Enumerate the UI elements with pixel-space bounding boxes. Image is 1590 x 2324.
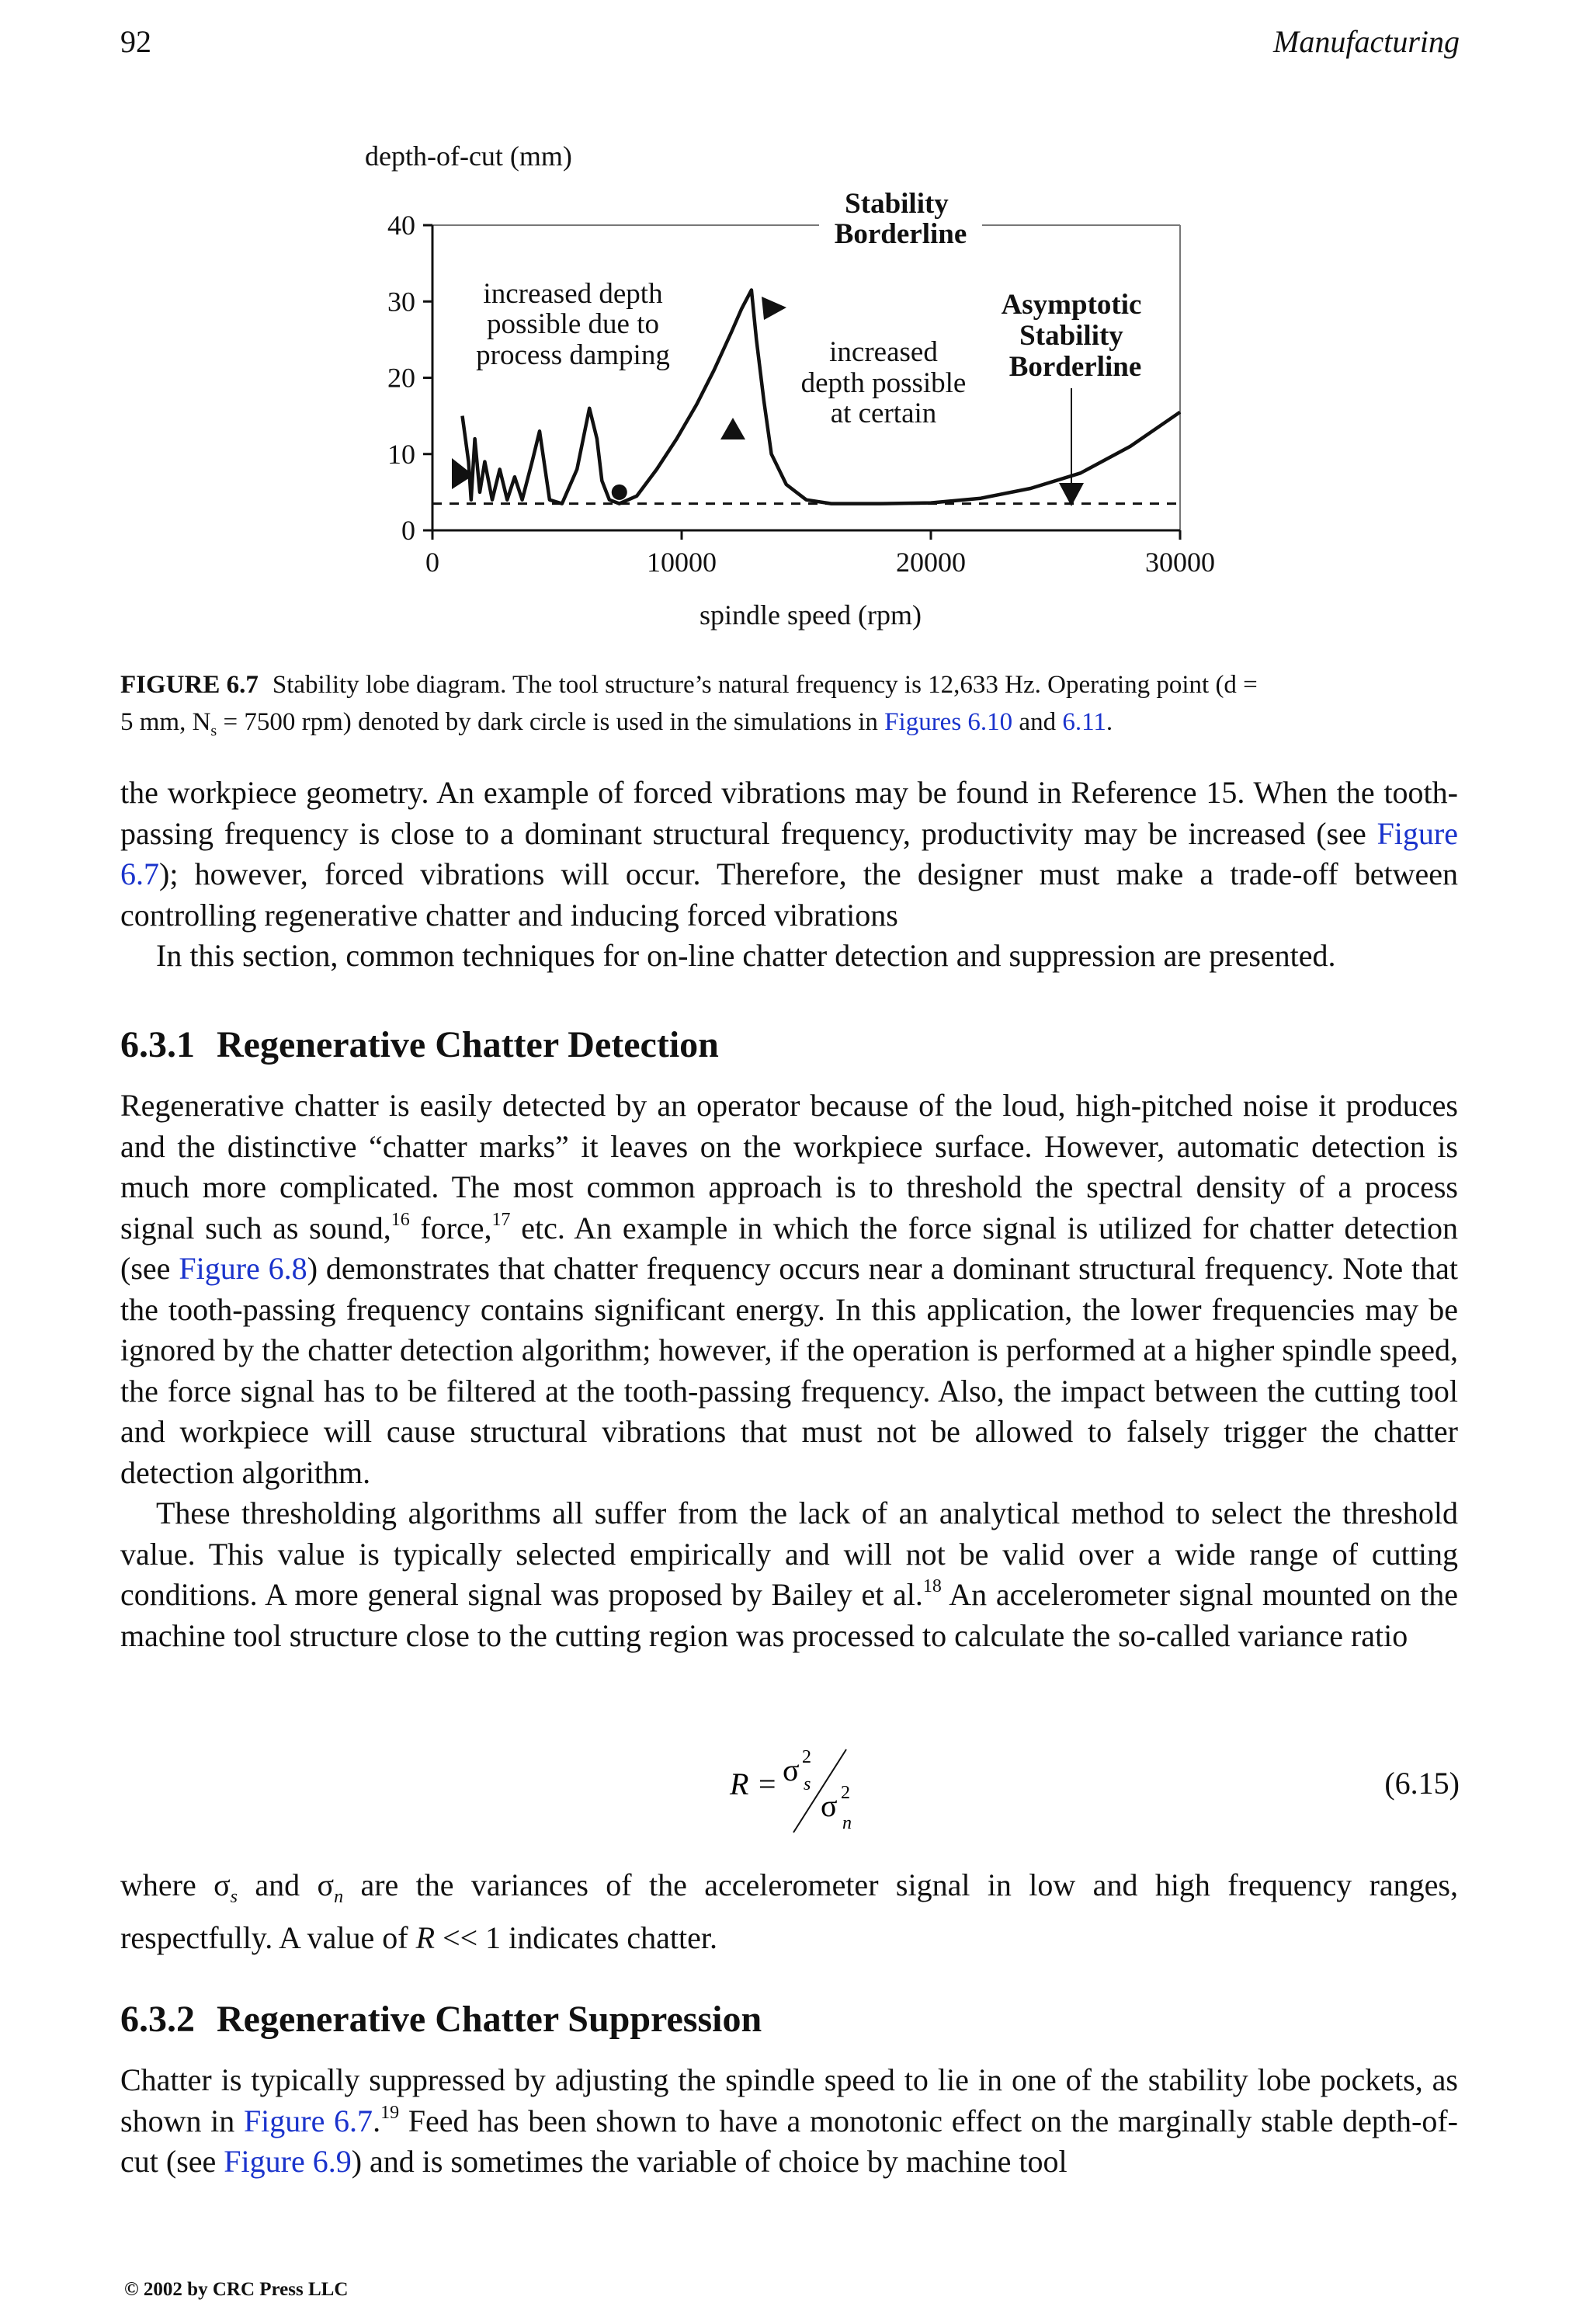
- x-axis-label: spindle speed (rpm): [700, 599, 922, 631]
- annotation-process-damping-2: possible due to: [487, 308, 659, 340]
- para4-text-a: These thresholding algorithms all suffer from the lack of an analytical method to select the threshold value. This value is typically selected empirically and will not be valid over a wide range of cutting conditions. A more general signal was proposed by Bailey et al.: [120, 1495, 1458, 1612]
- y-tick-label: 40: [387, 210, 415, 241]
- paragraph-chatter-suppression: [120, 2060, 1458, 2183]
- pocket-arrow-top: [762, 297, 786, 320]
- stability-lobe-chart: [0, 0, 1590, 683]
- annotation-process-damping-3: process damping: [476, 339, 670, 371]
- annotation-asymptotic-1: Asymptotic: [1001, 289, 1142, 321]
- x-tick-label: 0: [425, 547, 439, 578]
- equation-sup-s: 2: [802, 1747, 811, 1767]
- para6-text-b: .: [373, 2103, 381, 2138]
- annotation-process-damping-1: increased depth: [483, 278, 663, 310]
- paragraph-chatter-detection: [120, 1086, 1458, 1493]
- para6-text-d: ) and is sometimes the variable of choice by machine tool: [351, 2144, 1068, 2179]
- equation-number: (6.15): [1384, 1766, 1460, 1801]
- variable-r: R: [415, 1919, 436, 1955]
- para5-text-c: are the variances of the accelerometer signal in low and high frequency ranges, respectfully. A value of: [120, 1867, 1458, 1955]
- para3-text-c: etc. An example in which the force signal is utilized for chatter detection (see: [120, 1210, 1458, 1286]
- equation-sigma-n: σ: [821, 1788, 838, 1823]
- running-title: Manufacturing: [1273, 24, 1460, 59]
- x-tick-label: 10000: [647, 547, 717, 578]
- equation-sub-n: n: [842, 1813, 852, 1833]
- page-number: 92: [120, 24, 151, 59]
- section-number: 6.3.2: [120, 1999, 195, 2040]
- para6-text-a: Chatter is typically suppressed by adjusting the spindle speed to lie in one of the stability lobe pockets, as shown in: [120, 2062, 1458, 2138]
- para1-text-b: ); however, forced vibrations will occur. Therefore, the designer must make a trade-off between controlling regenerative chatter and inducing forced vibrations: [120, 856, 1458, 933]
- equation-sigma-s: σ: [783, 1753, 800, 1787]
- equation-sub-s: s: [804, 1774, 811, 1794]
- equation-lhs: R =: [730, 1766, 778, 1801]
- para4-text-b: An accelerometer signal mounted on the machine tool structure close to the cutting region was processed to calculate the so-called variance ratio: [120, 1577, 1458, 1653]
- paragraph-forced-vibrations: [120, 773, 1458, 936]
- annotation-certain-speeds-2: depth possible: [800, 367, 967, 399]
- annotation-certain-speeds-3: at certain: [830, 398, 937, 429]
- y-tick-label: 0: [401, 515, 415, 546]
- figure-label: FIGURE 6.7: [120, 671, 259, 699]
- para3-text-b: force,: [409, 1210, 492, 1245]
- copyright-footer: © 2002 by CRC Press LLC: [124, 2279, 349, 2300]
- figure-6-10-link[interactable]: Figures 6.10: [884, 708, 1013, 736]
- x-tick-label: 30000: [1145, 547, 1215, 578]
- asymptotic-pointer-arrowhead: [1059, 483, 1084, 506]
- caption-subscript-s: s: [210, 722, 217, 740]
- section-title: Regenerative Chatter Detection: [217, 1024, 719, 1065]
- caption-line-1: Stability lobe diagram. The tool structure’s natural frequency is 12,633 Hz. Operating point (d =: [272, 671, 1258, 699]
- caption-line-2b: = 7500 rpm) denoted by dark circle is used in the simulations in: [217, 708, 885, 736]
- sigma-subscript-n: n: [334, 1887, 344, 1907]
- annotation-asymptotic-3: Borderline: [1009, 351, 1142, 383]
- section-heading-detection: [120, 1023, 719, 1066]
- figure-6-8-link[interactable]: Figure 6.8: [179, 1251, 307, 1286]
- figure-6-9-link[interactable]: Figure 6.9: [224, 2144, 352, 2179]
- section-number: 6.3.1: [120, 1024, 195, 1065]
- reference-17: 17: [491, 1209, 511, 1230]
- figure-6-7-link[interactable]: Figure 6.7: [120, 815, 1458, 891]
- sigma-subscript-s: s: [230, 1887, 238, 1907]
- pocket-arrow-middle: [720, 418, 745, 439]
- equation-sup-n: 2: [841, 1783, 850, 1803]
- y-tick-label: 30: [387, 286, 415, 318]
- annotation-certain-speeds-1: increased: [829, 336, 938, 368]
- para5-text-d: << 1 indicates chatter.: [435, 1919, 717, 1955]
- paragraph-thresholding: [120, 1493, 1458, 1656]
- section-heading-suppression: [120, 1998, 762, 2041]
- para5-text-a: where σ: [120, 1867, 231, 1902]
- operating-point-marker: [612, 485, 627, 500]
- para3-text-d: ) demonstrates that chatter frequency occurs near a dominant structural frequency. Note that the tooth-passing frequency contains significant energy. In this application, the lower frequencies may be ignored by the chatter detection algorithm; however, if the operation is performed at a higher spindle speed, the force signal has to be filtered at the tooth-passing frequency. Also, the impact between the cutting tool and workpiece will cause structural vibrations that must not be allowed to falsely trigger the chatter detection algorithm.: [120, 1251, 1458, 1490]
- para1-text-a: the workpiece geometry. An example of forced vibrations may be found in Reference 15. When the tooth-passing frequency is close to a dominant structural frequency, productivity may be increased (see: [120, 775, 1458, 851]
- paragraph-variance-definition: [120, 1865, 1458, 1958]
- y-axis-label: depth-of-cut (mm): [365, 141, 572, 172]
- reference-19: 19: [380, 2102, 400, 2123]
- caption-line-2a: 5 mm, N: [120, 708, 211, 736]
- caption-line-2d: .: [1106, 708, 1113, 736]
- equation-variance-ratio: [714, 1730, 901, 1839]
- para6-text-c: Feed has been shown to have a monotonic effect on the marginally stable depth-of-cut (see: [120, 2103, 1458, 2179]
- para3-text-a: Regenerative chatter is easily detected by an operator because of the loud, high-pitched noise it produces and the distinctive “chatter marks” it leaves on the workpiece surface. However, automatic detection is much more complicated. The most common approach is to threshold the spectral density of a process signal such as sound,: [120, 1088, 1458, 1245]
- caption-line-2c: and: [1012, 708, 1063, 736]
- figure-6-7-link[interactable]: Figure 6.7: [243, 2103, 373, 2138]
- y-tick-label: 10: [387, 438, 415, 470]
- y-tick-label: 20: [387, 362, 415, 394]
- paragraph-section-intro: In this section, common techniques for on-line chatter detection and suppression are presented.: [156, 938, 1336, 973]
- reference-16: 16: [391, 1209, 410, 1230]
- figure-6-11-link[interactable]: 6.11: [1062, 708, 1106, 736]
- x-tick-label: 20000: [896, 547, 966, 578]
- para5-text-b: and σ: [238, 1867, 335, 1902]
- reference-18: 18: [922, 1576, 942, 1596]
- section-title: Regenerative Chatter Suppression: [217, 1999, 762, 2040]
- figure-caption: [120, 666, 1457, 750]
- annotation-asymptotic-2: Stability: [1019, 320, 1123, 352]
- annotation-stability-borderline-2: Borderline: [834, 218, 967, 250]
- annotation-stability-borderline-1: Stability: [845, 188, 949, 220]
